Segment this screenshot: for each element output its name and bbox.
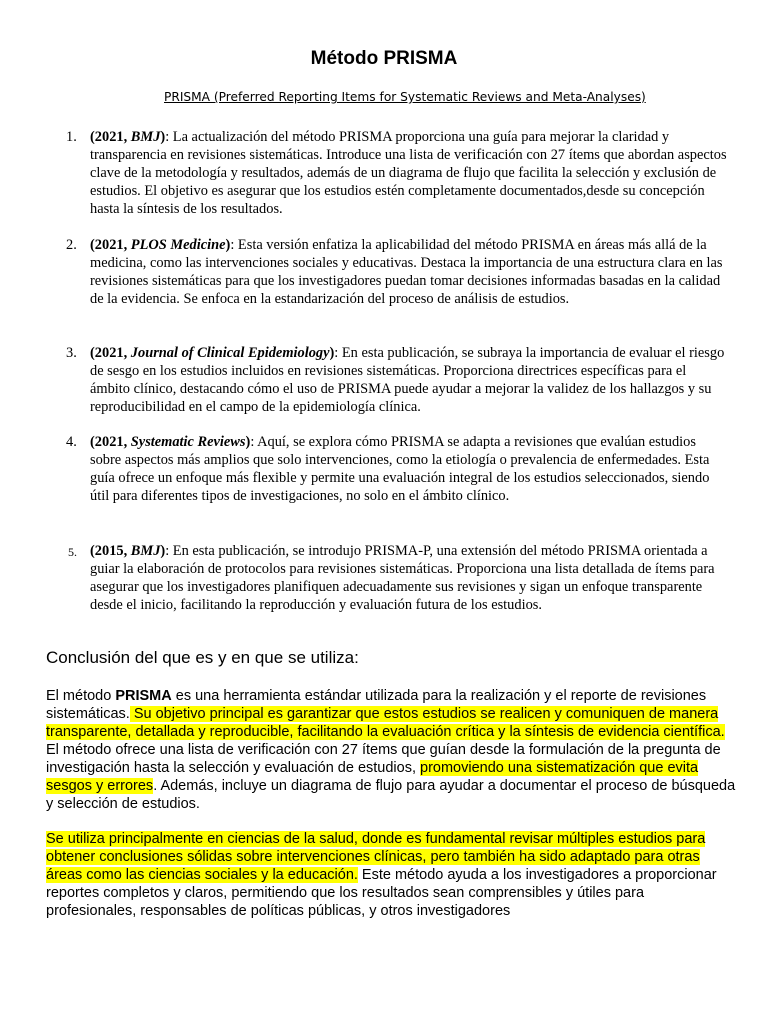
reference-text: : En esta publicación, se subraya la importancia de evaluar el riesgo de sesgo en los estudios incluidos en revisiones sistemáticas. Proporciona directrices específicas para el ámbito clínico, destacando cómo el uso de PRISMA puede ayudar a mejorar la validez de los hallazgos y su reproducibilidad en el campo de la epidemiología clínica. [90,345,725,415]
reference-source: Systematic Reviews [130,434,246,450]
reference-year: 2015, [94,543,128,559]
reference-citation: (2021, Systematic Reviews) [90,434,251,450]
reference-source: PLOS Medicine [130,237,226,253]
reference-year: 2021, [94,237,128,253]
list-number: 3. [66,345,77,361]
text-run: . Además, incluye un diagrama de flujo para ayudar a documentar el proceso de búsqueda y selección de estudios. [46,778,736,812]
list-number: 5. [68,545,77,559]
text-run: El método ofrece una lista de verificación con 27 ítems que guían desde la formulación de la pregunta de investigación hasta la selección y evaluación de estudios, [46,742,721,776]
list-number: 4. [66,434,77,450]
text-run: El método [46,688,116,704]
document-subtitle: PRISMA (Preferred Reporting Items for Systematic Reviews and Meta-Analyses) [164,90,646,104]
reference-citation: (2015, BMJ) [90,543,166,559]
reference-text: : Esta versión enfatiza la aplicabilidad del método PRISMA en áreas más allá de la medicina, como las intervenciones sociales y educativas. Destaca la importancia de una estructura clara en las revisiones sistemáticas para que los investigadores puedan tomar decisiones informadas basadas en la calidad de la evidencia. Se enfoca en la estandarización del proceso de análisis de estudios. [90,237,723,307]
document-title: Método PRISMA [310,48,458,69]
list-number: 1. [66,129,77,145]
reference-citation: (2021, BMJ) [90,129,166,145]
highlighted-text: Su objetivo principal es garantizar que estos estudios se realicen y comuniquen de manera transparente, detallada y reproducible, facilitando la evaluación crítica y la síntesis de evidencia científica. [46,706,725,740]
conclusion-paragraph-1 [46,687,736,813]
reference-citation: (2021, Journal of Clinical Epidemiology) [90,345,335,361]
reference-year: 2021, [94,129,128,145]
reference-source: Journal of Clinical Epidemiology [130,345,330,361]
reference-text: : En esta publicación, se introdujo PRISMA-P, una extensión del método PRISMA orientada a guiar la elaboración de protocolos para revisiones sistemáticas. Proporciona una lista detallada de ítems para asegurar que los investigadores planifiquen adecuadamente sus revisiones y sigan un enfoque transparente desde el inicio, facilitando la reproducción y evaluación futura de los estudios. [90,543,715,613]
reference-text: : Aquí, se explora cómo PRISMA se adapta a revisiones que evalúan estudios sobre aspectos más amplios que solo intervenciones, como la etiología o prevalencia de enfermedades. Esta guía ofrece un enfoque más flexible y permite una evaluación integral de los estudios seleccionados, siendo útil para diferentes tipos de investigaciones, no solo en el ámbito clínico. [90,434,710,504]
reference-item-3 [66,344,728,416]
reference-year: 2021, [94,434,128,450]
reference-source: BMJ [130,129,161,145]
conclusion-paragraph-2 [46,830,736,920]
prisma-bold: PRISMA [115,688,172,704]
reference-item-4 [66,433,728,505]
reference-source: BMJ [130,543,161,559]
highlighted-text: promoviendo una sistematización que evita sesgos y errores [46,760,699,794]
reference-item-2 [66,236,728,308]
reference-text: : La actualización del método PRISMA proporciona una guía para mejorar la claridad y transparencia en revisiones sistemáticas. Introduce una lista de verificación con 27 ítems que abordan aspectos clave de la metodología y resultados, además de un diagrama de flujo que facilita la selección y exclusión de estudios. El objetivo es asegurar que los estudios estén completamente documentados,desde su concepción hasta la síntesis de los resultados. [90,129,727,217]
list-number: 2. [66,237,77,253]
text-run: es una herramienta estándar utilizada para la realización y el reporte de revisiones sistemáticas. [46,688,707,722]
text-run: Este método ayuda a los investigadores a proporcionar reportes completos y claros, permitiendo que los resultados sean comprensibles y útiles para profesionales, responsables de políticas públicas, y otros investigadores [46,867,717,919]
highlighted-text: Se utiliza principalmente en ciencias de la salud, donde es fundamental revisar múltiples estudios para obtener conclusiones sólidas sobre intervenciones clínicas, pero también ha sido adaptado para otras áreas como las ciencias sociales y la educación. [46,831,706,883]
reference-year: 2021, [94,345,128,361]
reference-item-1 [66,128,728,218]
reference-citation: (2021, PLOS Medicine) [90,237,231,253]
conclusion-heading: Conclusión del que es y en que se utiliza: [46,648,359,667]
reference-item-5 [68,542,728,614]
